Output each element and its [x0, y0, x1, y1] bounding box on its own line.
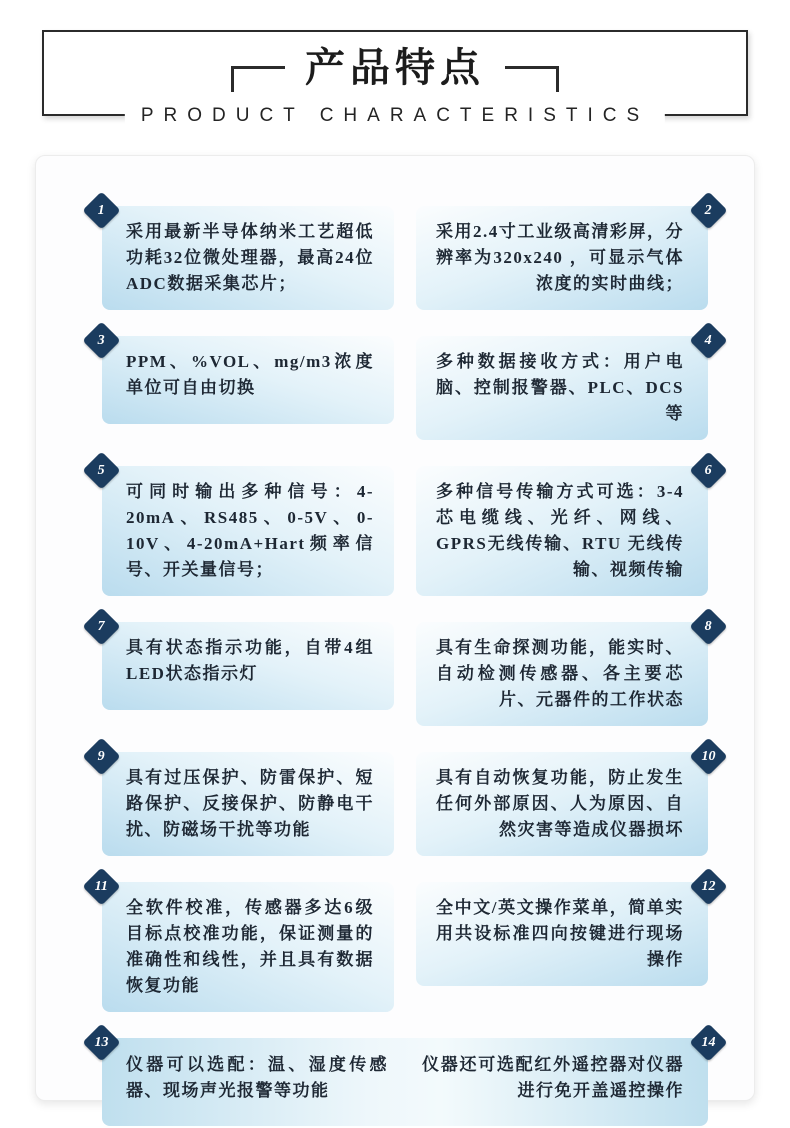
feature-text: PPM、%VOL、mg/m3浓度单位可自由切换 [126, 352, 374, 397]
feature-number: 2 [705, 202, 712, 218]
feature-number-badge [689, 867, 727, 905]
page-subtitle: PRODUCT CHARACTERISTICS [125, 105, 665, 127]
page-title: 产品特点 [305, 46, 485, 90]
feature-row [98, 332, 712, 440]
feature-card-3 [98, 332, 394, 424]
feature-row [98, 202, 712, 310]
feature-number-badge [82, 867, 120, 905]
feature-text: 多种数据接收方式：用户电脑、控制报警器、PLC、DCS等 [436, 352, 684, 423]
feature-card-10 [416, 748, 716, 856]
feature-text: 具有自动恢复功能，防止发生任何外部原因、人为原因、自然灾害等造成仪器损坏 [436, 768, 684, 839]
feature-text: 仪器还可选配红外遥控器对仪器进行免开盖遥控操作 [422, 1055, 684, 1100]
features-panel [35, 155, 755, 1101]
feature-row [94, 878, 716, 1012]
feature-text: 采用2.4寸工业级高清彩屏，分辨率为320x240 ，可显示气体浓度的实时曲线； [436, 222, 684, 293]
feature-card-4 [416, 332, 712, 440]
feature-number-badge [689, 737, 727, 775]
bracket-right-decoration [505, 66, 559, 92]
feature-text: 采用最新半导体纳米工艺超低功耗32位微处理器，最高24位ADC数据采集芯片； [126, 222, 374, 293]
bracket-left-decoration [231, 66, 285, 92]
feature-card-9 [98, 748, 394, 856]
feature-card-7 [98, 618, 394, 710]
feature-number: 1 [98, 202, 105, 218]
feature-card-11 [94, 878, 394, 1012]
feature-number-badge [82, 1023, 120, 1061]
feature-text: 多种信号传输方式可选：3-4芯电缆线、光纤、网线、GPRS无线传输、RTU 无线传输、视频传输 [436, 482, 684, 579]
feature-number-badge [82, 321, 120, 359]
feature-number: 13 [94, 1034, 109, 1050]
feature-text: 具有状态指示功能，自带4组LED状态指示灯 [126, 638, 374, 683]
title-row [44, 32, 746, 114]
feature-row [98, 462, 712, 596]
feature-text: 具有过压保护、防雷保护、短路保护、反接保护、防静电干扰、防磁场干扰等功能 [126, 768, 374, 839]
feature-number: 4 [705, 332, 712, 348]
feature-text: 全软件校准，传感器多达6级目标点校准功能，保证测量的准确性和线性，并且具有数据恢复功能 [126, 898, 374, 995]
feature-number: 12 [701, 878, 716, 894]
feature-text: 仪器可以选配：温、湿度传感器、现场声光报警等功能 [126, 1055, 388, 1100]
feature-card-2 [416, 202, 712, 310]
feature-number: 3 [98, 332, 105, 348]
feature-row [98, 748, 716, 856]
feature-text-right-half [422, 1052, 684, 1112]
feature-number: 5 [98, 462, 105, 478]
header-box [42, 30, 748, 126]
feature-row [98, 618, 712, 726]
feature-text: 具有生命探测功能，能实时、自动检测传感器、各主要芯片、元器件的工作状态 [436, 638, 684, 709]
feature-number-badge [689, 451, 727, 489]
feature-number-badge [689, 191, 727, 229]
feature-text-left-half [126, 1052, 388, 1112]
feature-text: 全中文/英文操作菜单，简单实用共设标准四向按键进行现场操作 [436, 898, 684, 969]
feature-card-13-14 [94, 1034, 716, 1126]
feature-number-badge [82, 737, 120, 775]
feature-number: 8 [705, 618, 712, 634]
feature-text: 可同时输出多种信号：4-20mA、RS485、0-5V、0-10V、4-20mA+Hart频率信号、开关量信号； [126, 482, 374, 579]
feature-number: 11 [94, 878, 109, 894]
feature-number: 6 [705, 462, 712, 478]
feature-card-1 [98, 202, 394, 310]
feature-number: 9 [98, 748, 105, 764]
feature-card-12 [416, 878, 716, 986]
feature-card-5 [98, 462, 394, 596]
feature-card-6 [416, 462, 712, 596]
feature-number-badge [689, 607, 727, 645]
feature-number-badge [689, 1023, 727, 1061]
feature-number: 10 [701, 748, 716, 764]
feature-number-badge [82, 607, 120, 645]
feature-number: 14 [701, 1034, 716, 1050]
feature-number: 7 [98, 618, 105, 634]
feature-number-badge [82, 191, 120, 229]
feature-row [94, 1034, 716, 1126]
feature-number-badge [689, 321, 727, 359]
feature-card-8 [416, 618, 712, 726]
feature-number-badge [82, 451, 120, 489]
